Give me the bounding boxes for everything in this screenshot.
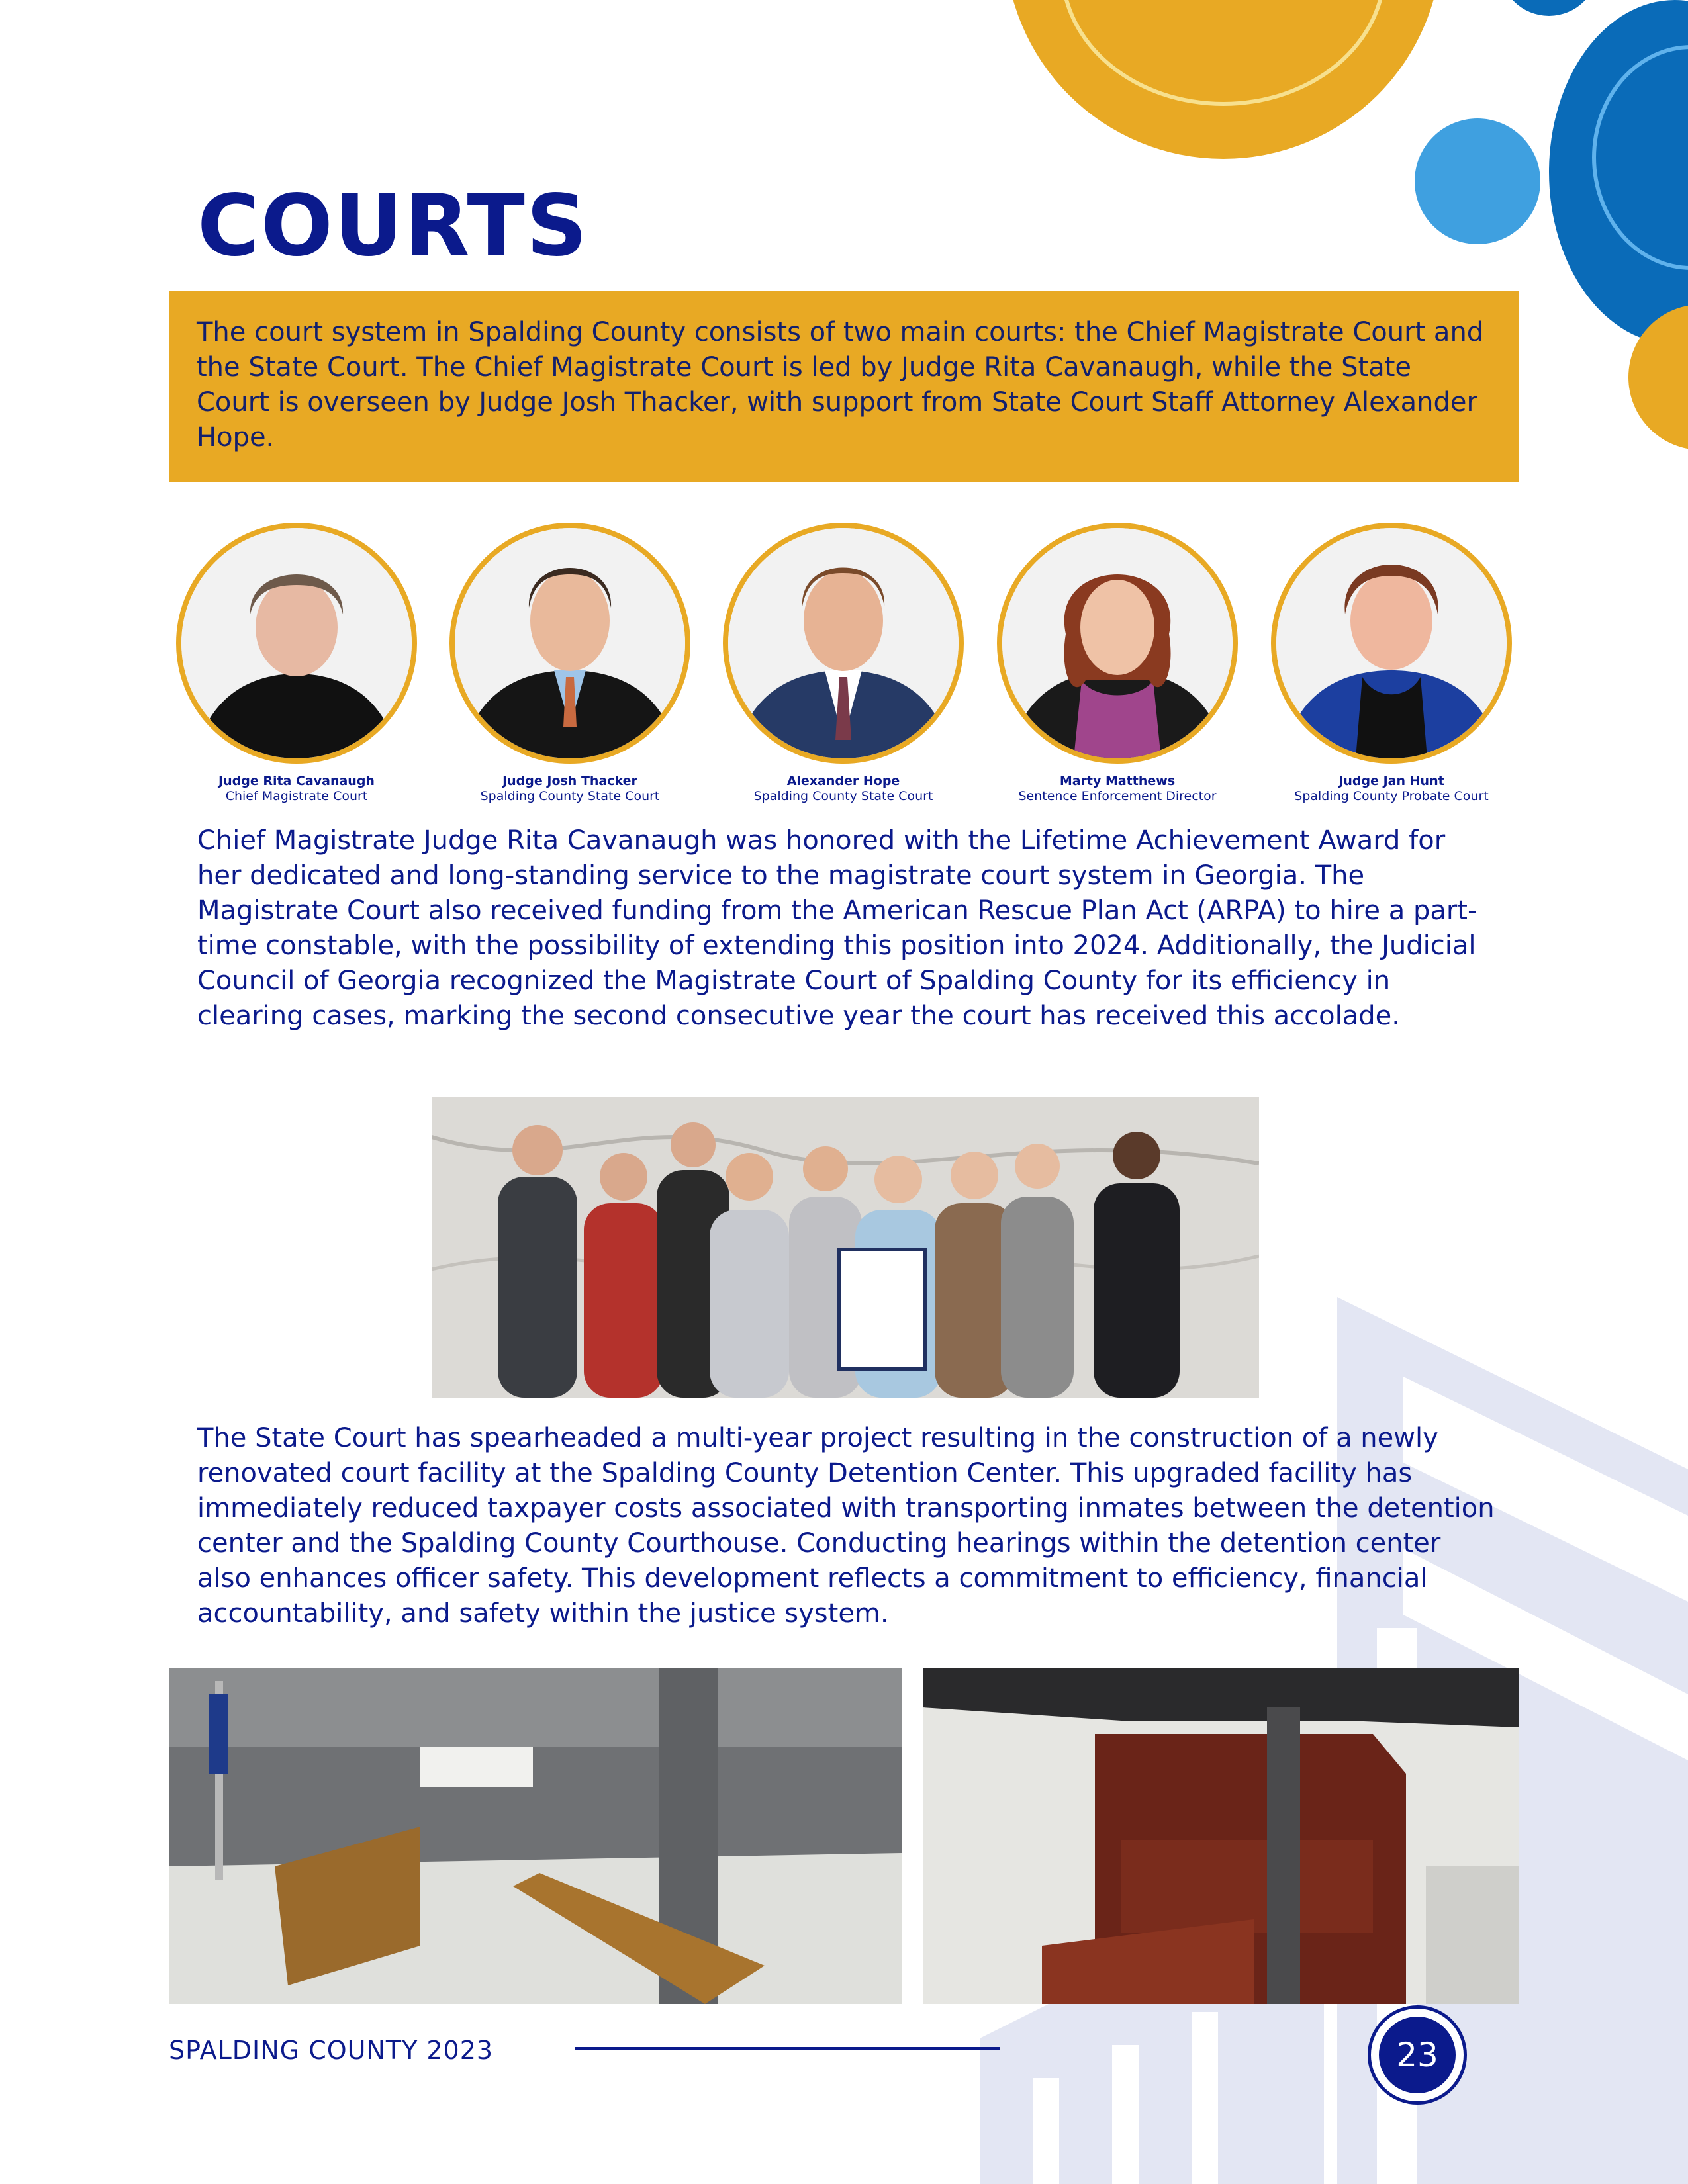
portrait-card — [173, 484, 420, 803]
courtroom-photo-2 — [923, 1668, 1519, 2004]
intro-box — [169, 291, 1519, 482]
person-name: Judge Josh Thacker — [502, 774, 637, 788]
page-number: 23 — [1379, 2017, 1456, 2093]
portrait-card — [994, 484, 1241, 803]
courtroom-photo-1 — [169, 1668, 902, 2004]
footer-divider — [575, 2047, 1000, 2050]
portrait-card — [447, 484, 693, 803]
paragraph-state-court: The State Court has spearheaded a multi-year project resulting in the construction of a newly renovated court facility at the Spalding County Detention Center. This upgraded facility has immediately reduced taxpayer costs associated with transporting inmates between the detention center and the Spalding County Courthouse. Conducting hearings within the detention center also enhances officer safety. This development reflects a commitment to efficiency, financial accountability, and safety within the justice system. — [197, 1423, 1495, 1629]
paragraph-magistrate-court: Chief Magistrate Judge Rita Cavanaugh was honored with the Lifetime Achievement Award for her dedicated and long-standing service to the magistrate court system in Georgia. The Magistrate Court also received funding from the American Rescue Plan Act (ARPA) to hire a part-time constable, with the possibility of extending this position into 2024. Additionally, the Judicial Council of Georgia recognized the Magistrate Court of Spalding County for its efficiency in clearing cases, marking the second consecutive year the court has received this accolade. — [197, 825, 1477, 1031]
group-photo — [432, 1097, 1259, 1398]
person-name: Judge Jan Hunt — [1338, 774, 1444, 788]
intro-text: The court system in Spalding County consists of two main courts: the Chief Magistrate Court and the State Court. The Chief Magistrate Court is led by Judge Rita Cavanaugh, while the State Court is overseen by Judge Josh Thacker, with support from State Court Staff Attorney Alexander Hope. — [197, 317, 1484, 453]
person-role: Spalding County Probate Court — [1294, 789, 1489, 803]
person-name: Marty Matthews — [1059, 774, 1176, 788]
page-title: COURTS — [197, 177, 588, 275]
footer-label: SPALDING COUNTY 2023 — [169, 2036, 494, 2065]
person-role: Sentence Enforcement Director — [1018, 789, 1217, 803]
portrait-photo — [176, 523, 417, 764]
person-role: Spalding County State Court — [753, 789, 933, 803]
decor-light-blue-circle — [1415, 118, 1540, 244]
portrait-photo — [723, 523, 964, 764]
portrait-photo — [1271, 523, 1512, 764]
portrait-card — [720, 484, 966, 803]
person-role: Chief Magistrate Court — [225, 789, 368, 803]
portrait-card — [1268, 484, 1515, 803]
portrait-photo — [449, 523, 690, 764]
person-name: Alexander Hope — [786, 774, 900, 788]
person-role: Spalding County State Court — [480, 789, 660, 803]
portrait-photo — [997, 523, 1238, 764]
decor-blue-circle-top — [1499, 0, 1599, 16]
person-name: Judge Rita Cavanaugh — [218, 774, 375, 788]
